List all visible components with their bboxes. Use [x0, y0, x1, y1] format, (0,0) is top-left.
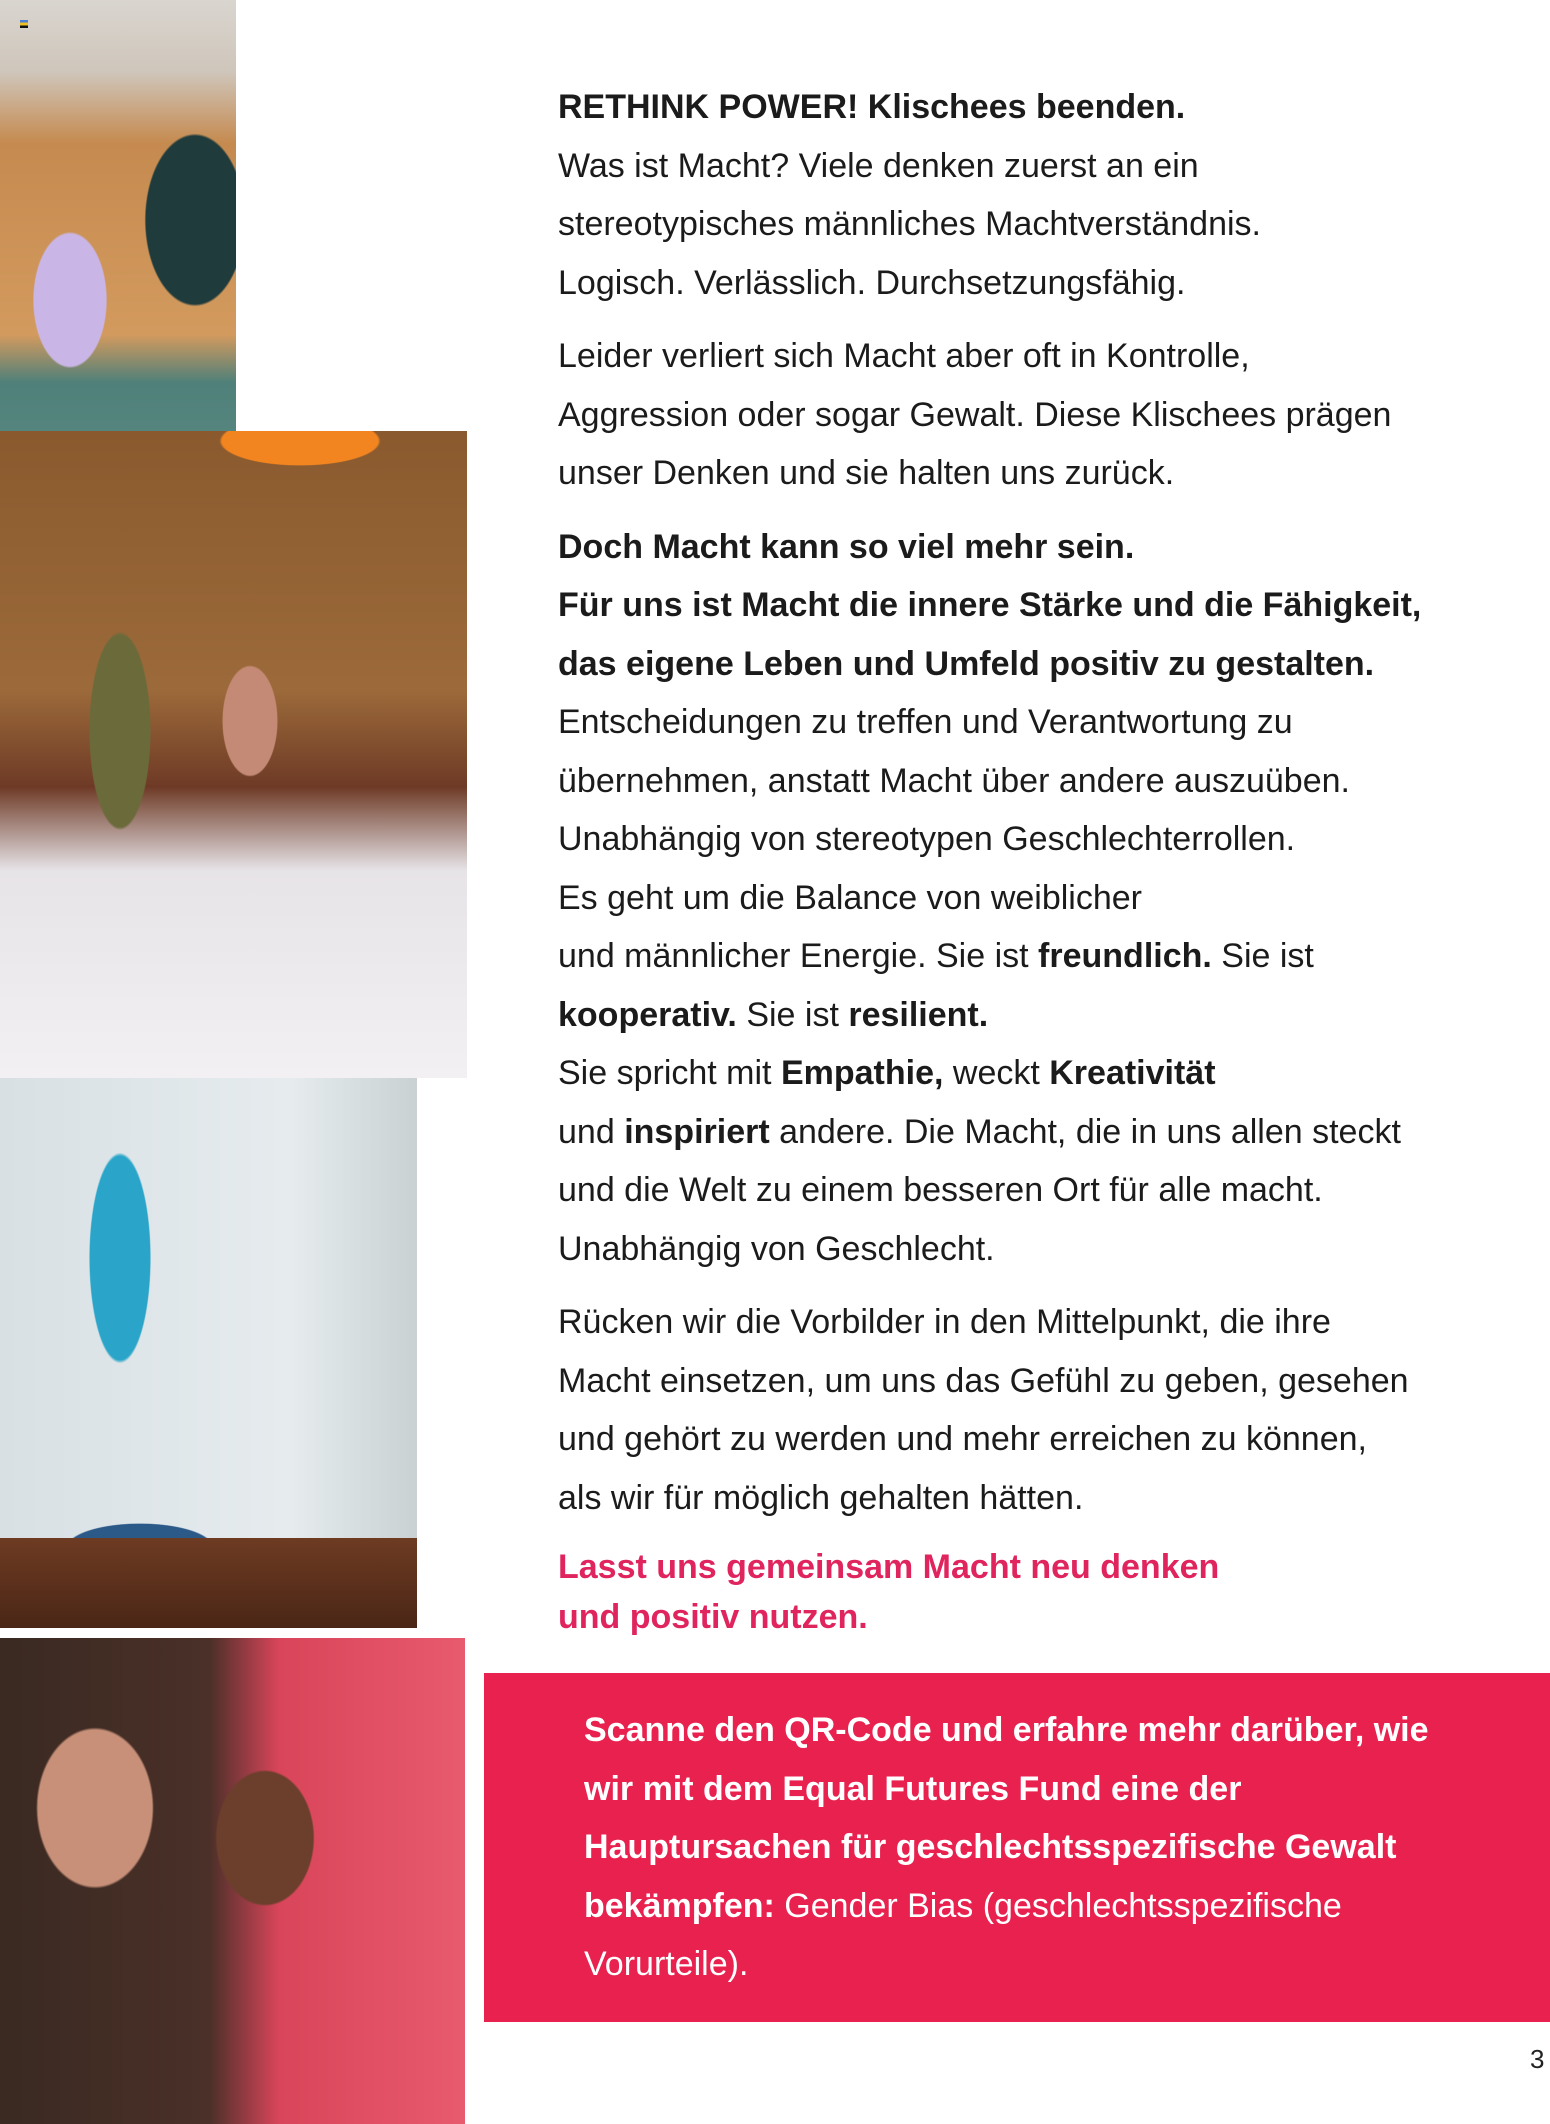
bold-text: Empathie, — [780, 1054, 944, 1092]
text: Sie ist — [1211, 937, 1314, 975]
call-to-action-line: und positiv nutzen. — [558, 1598, 868, 1636]
paragraph — [558, 327, 1538, 503]
text: Sie ist — [736, 995, 849, 1034]
text: Aggression oder sogar Gewalt. Diese Klischees prägen — [558, 395, 1392, 434]
text: Logisch. Verlässlich. Durchsetzungsfähig. — [558, 263, 1186, 302]
text: Rücken wir die Vorbilder in den Mittelpunkt, die ihre — [558, 1303, 1331, 1341]
bold-text: Für uns ist Macht die innere Stärke und die Fähigkeit, — [558, 586, 1422, 624]
text-line — [584, 1877, 1524, 1936]
text-line — [558, 327, 1538, 386]
qr-info-text — [584, 1701, 1524, 1994]
bold-text: Hauptursachen für geschlechtsspezifische Gewalt — [584, 1828, 1397, 1866]
photo-two-women-smiling — [0, 1638, 465, 2124]
text: Unabhängig von Geschlecht. — [558, 1229, 995, 1268]
text: Vorurteile). — [584, 1945, 749, 1983]
text-line — [558, 444, 1538, 503]
bold-text: wir mit dem Equal Futures Fund eine der — [584, 1769, 1242, 1808]
text-line — [558, 869, 1538, 928]
text: unser Denken und sie halten uns zurück. — [558, 454, 1175, 492]
text: übernehmen, anstatt Macht über andere auszuüben. — [558, 761, 1350, 800]
paragraph — [558, 518, 1538, 1279]
text: Was ist Macht? Viele denken zuerst an ein — [558, 146, 1199, 185]
text-line — [558, 1220, 1538, 1279]
text-line — [558, 810, 1538, 869]
bold-text: inspiriert — [624, 1112, 770, 1151]
photo-girl-ballet — [0, 0, 236, 478]
bold-text: bekämpfen: — [584, 1886, 775, 1925]
text: und die Welt zu einem besseren Ort für alle macht. — [558, 1171, 1323, 1209]
text-line — [584, 1701, 1524, 1760]
text: Entscheidungen zu treffen und Verantwortung zu — [558, 703, 1293, 741]
text-line — [558, 986, 1538, 1045]
text-line — [558, 1044, 1538, 1103]
text-line — [558, 1469, 1538, 1528]
text-line — [558, 927, 1538, 986]
text-line — [558, 254, 1538, 313]
text-line — [558, 137, 1538, 196]
text-line — [558, 1352, 1538, 1411]
bold-text: RETHINK POWER! Klischees beenden. — [558, 88, 1186, 126]
text: Leider verliert sich Macht aber oft in Kontrolle, — [558, 337, 1250, 375]
text: Es geht um die Balance von weiblicher — [558, 878, 1142, 917]
page-number: 3 — [1530, 2044, 1545, 2074]
flag-icon — [20, 20, 28, 28]
text: und gehört zu werden und mehr erreichen zu können, — [558, 1420, 1367, 1458]
paragraph — [558, 1293, 1538, 1527]
text: Unabhängig von stereotypen Geschlechterrollen. — [558, 820, 1296, 858]
paragraphs — [558, 78, 1538, 1527]
bold-text: kooperativ. — [558, 995, 737, 1034]
bold-text: freundlich. — [1038, 937, 1212, 975]
text-line — [584, 1818, 1524, 1877]
text: weckt — [943, 1054, 1050, 1092]
text: und männlicher Energie. Sie ist — [558, 937, 1039, 975]
bold-text: resilient. — [848, 995, 989, 1034]
text-line — [558, 576, 1538, 635]
text-line — [558, 752, 1538, 811]
text-line — [558, 518, 1538, 577]
text: Gender Bias (geschlechtsspezifische — [774, 1886, 1342, 1925]
text-line — [558, 1293, 1538, 1352]
bold-text: Scanne den QR-Code und erfahre mehr darüber, wie — [584, 1711, 1429, 1749]
text-line — [558, 693, 1538, 752]
call-to-action — [558, 1542, 1538, 1642]
intro-paragraph — [558, 78, 1538, 312]
text: andere. Die Macht, die in uns allen steckt — [769, 1112, 1401, 1151]
call-to-action-line: Lasst uns gemeinsam Macht neu denken — [558, 1548, 1220, 1586]
text-line — [558, 1103, 1538, 1162]
photo-yoga-headstand — [0, 1078, 417, 1628]
text: und — [558, 1112, 625, 1151]
main-text — [558, 78, 1538, 1642]
text-line — [584, 1935, 1524, 1994]
text-line — [558, 195, 1538, 254]
text-line — [558, 1410, 1538, 1469]
text: als wir für möglich gehalten hätten. — [558, 1478, 1084, 1517]
text-line — [558, 1161, 1538, 1220]
text: Macht einsetzen, um uns das Gefühl zu geben, gesehen — [558, 1361, 1409, 1400]
qr-info-box — [484, 1673, 1550, 2022]
text-line — [558, 386, 1538, 445]
bold-text: Doch Macht kann so viel mehr sein. — [558, 527, 1135, 566]
text: stereotypisches männliches Machtverständnis. — [558, 205, 1261, 243]
bold-text: das eigene Leben und Umfeld positiv zu gestalten. — [558, 644, 1375, 683]
text: Sie spricht mit — [558, 1054, 781, 1092]
bold-text: Kreativität — [1049, 1054, 1216, 1092]
text-line — [558, 78, 1538, 137]
photo-father-daughter-bed — [0, 431, 467, 1078]
text-line — [558, 635, 1538, 694]
text-line — [584, 1760, 1524, 1819]
